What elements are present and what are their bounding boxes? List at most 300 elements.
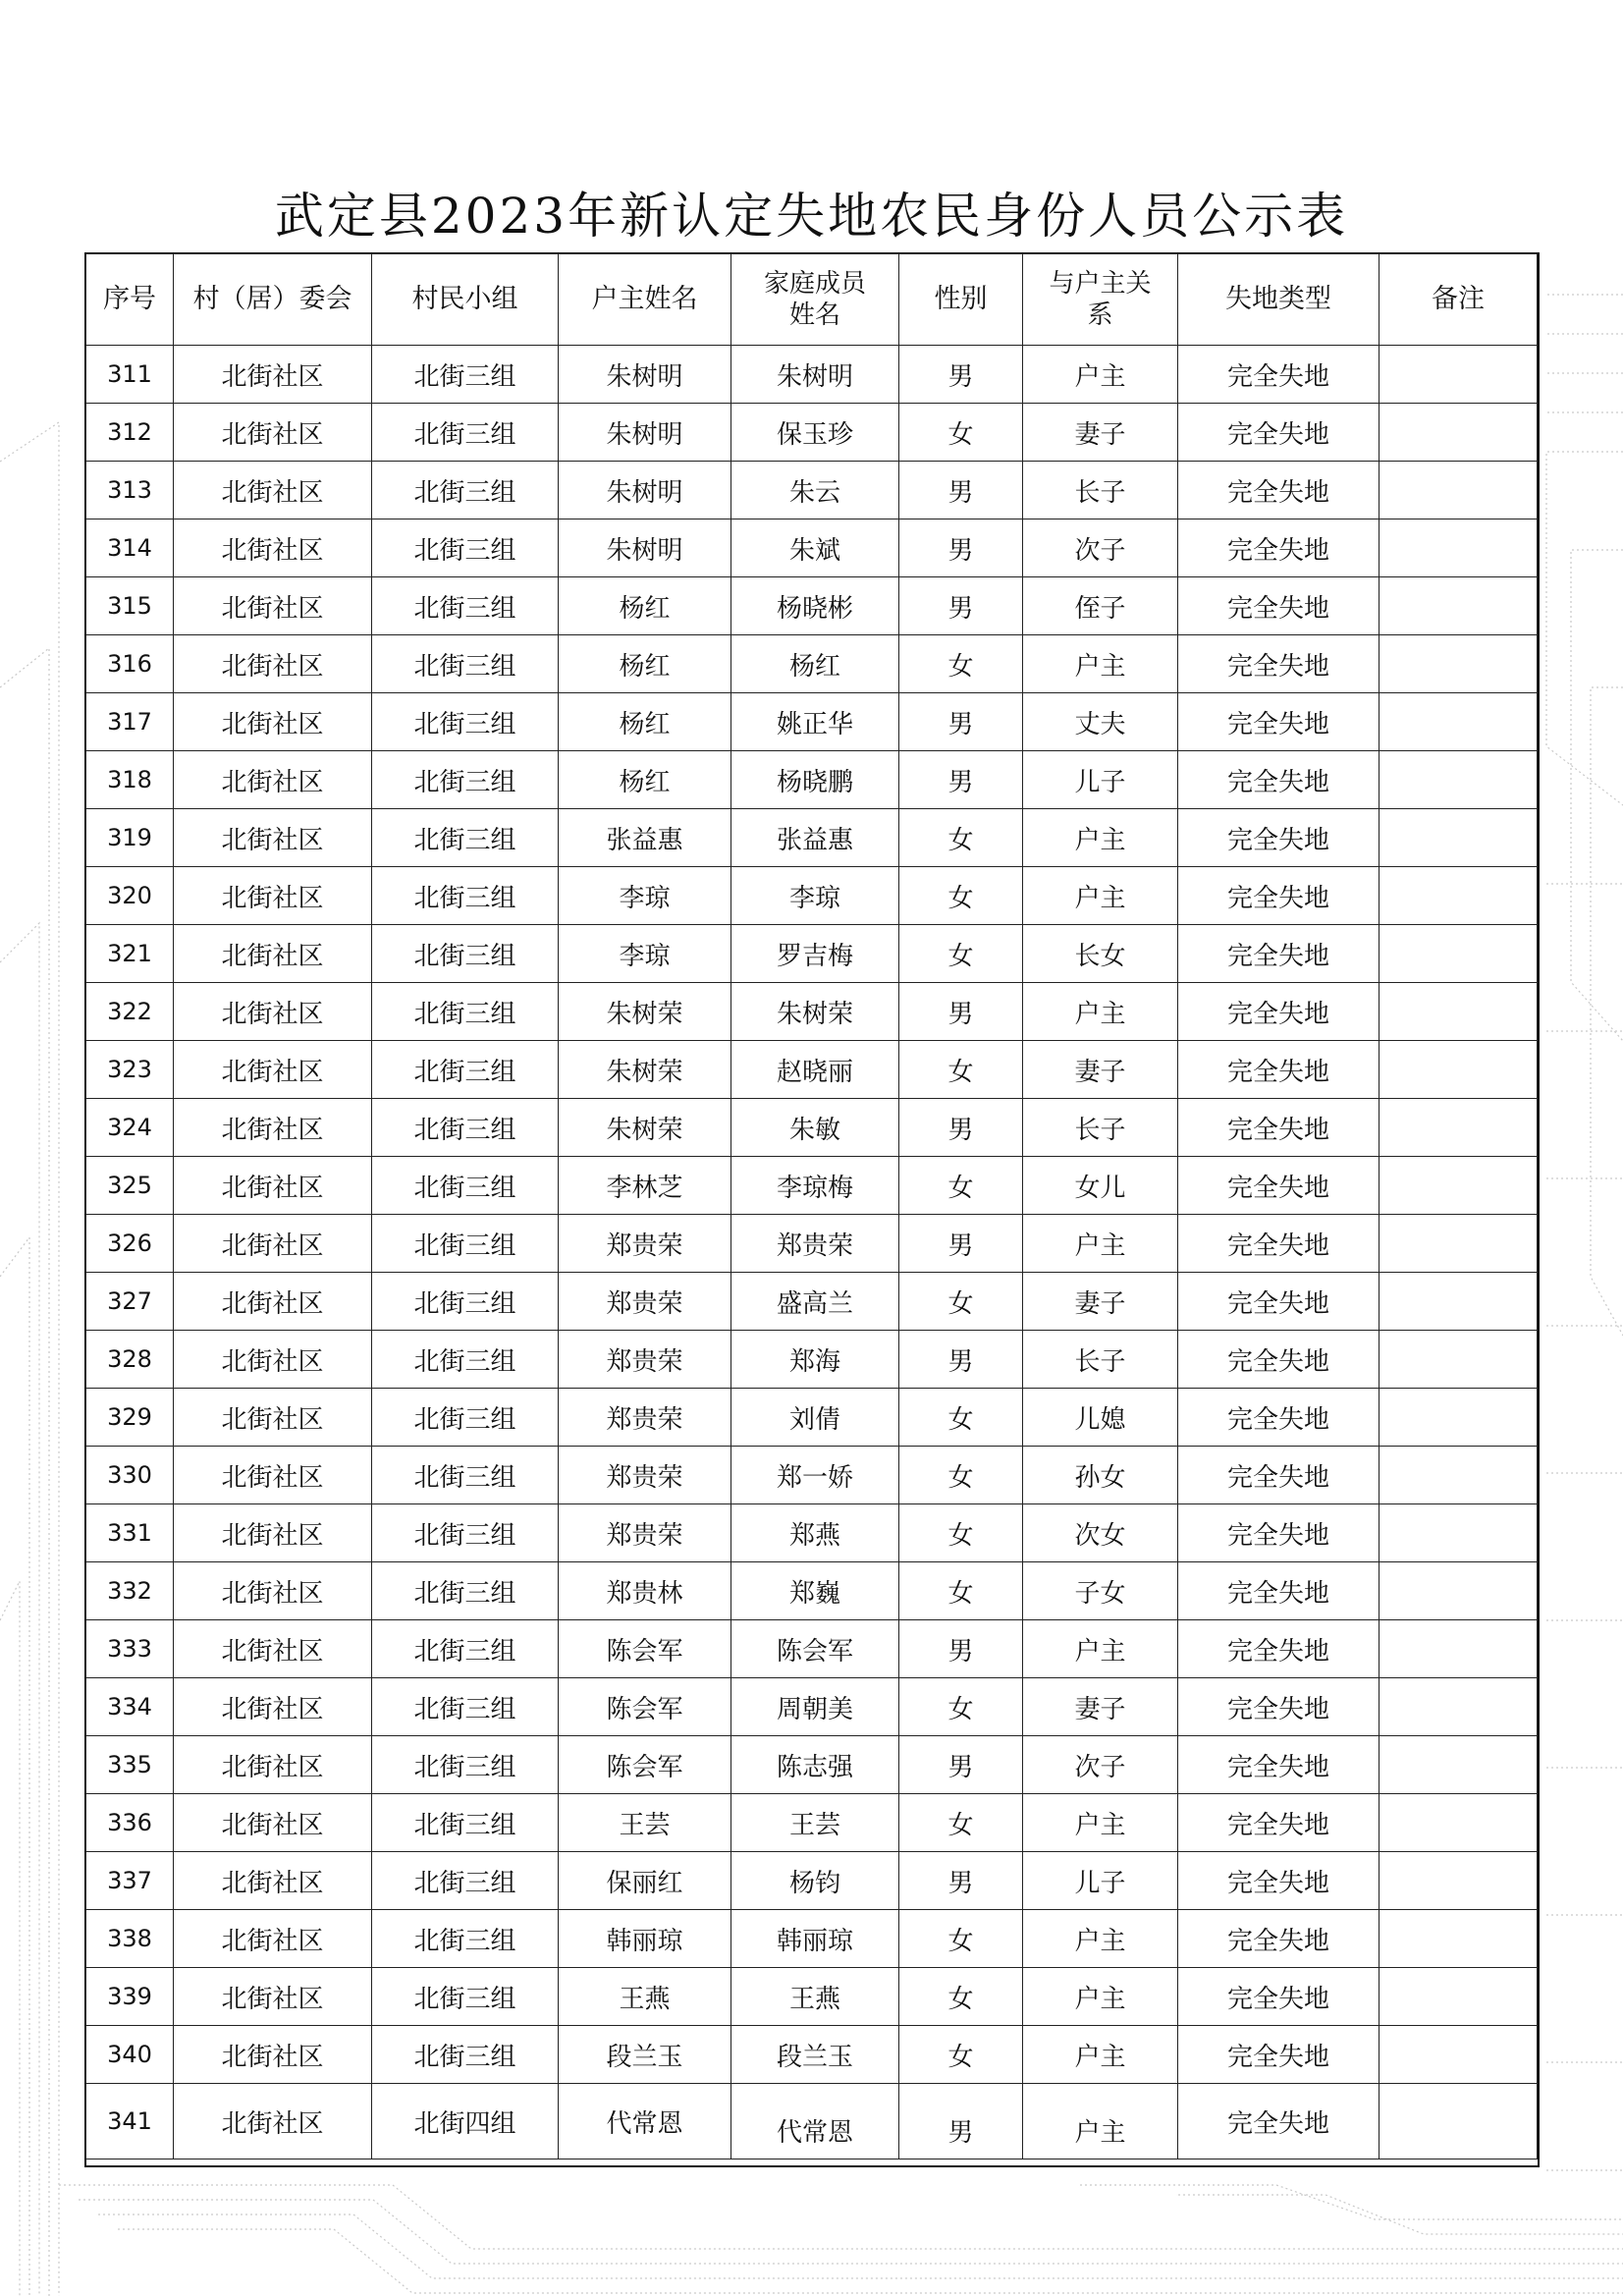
cell-gender: 男 [899,1852,1023,1910]
cell-village-committee: 北街社区 [174,1910,372,1968]
cell-remarks [1380,519,1538,577]
cell-villager-group: 北街三组 [372,1620,559,1678]
cell-index: 333 [86,1620,174,1678]
cell-gender: 男 [899,1736,1023,1794]
cell-land-loss-type: 完全失地 [1178,1215,1380,1273]
cell-householder-name: 朱树明 [559,404,731,462]
cell-villager-group: 北街三组 [372,693,559,751]
cell-relation: 次子 [1023,519,1178,577]
table-row [86,2026,1538,2084]
header-villager-group: 村民小组 [372,254,559,346]
cell-villager-group: 北街三组 [372,1562,559,1620]
cell-remarks [1380,693,1538,751]
cell-householder-name: 韩丽琼 [559,1910,731,1968]
cell-index: 315 [86,577,174,635]
cell-member-name: 杨晓彬 [731,577,899,635]
cell-index: 323 [86,1041,174,1099]
cell-villager-group: 北街三组 [372,2026,559,2084]
cell-gender: 女 [899,1273,1023,1331]
cell-index: 336 [86,1794,174,1852]
cell-land-loss-type: 完全失地 [1178,519,1380,577]
table-row [86,1389,1538,1447]
table-row [86,404,1538,462]
cell-land-loss-type: 完全失地 [1178,1157,1380,1215]
table-row [86,462,1538,519]
cell-member-name: 王芸 [731,1794,899,1852]
cell-land-loss-type: 完全失地 [1178,693,1380,751]
cell-relation: 儿子 [1023,1852,1178,1910]
cell-remarks [1380,1794,1538,1852]
cell-village-committee: 北街社区 [174,983,372,1041]
cell-householder-name: 陈会军 [559,1620,731,1678]
table-row [86,2084,1538,2159]
cell-householder-name: 郑贵荣 [559,1504,731,1562]
cell-remarks [1380,1331,1538,1389]
cell-village-committee: 北街社区 [174,1504,372,1562]
cell-index: 320 [86,867,174,925]
header-gender: 性别 [899,254,1023,346]
cell-householder-name: 杨红 [559,751,731,809]
cell-land-loss-type: 完全失地 [1178,983,1380,1041]
table-row [86,693,1538,751]
cell-householder-name: 王芸 [559,1794,731,1852]
cell-remarks [1380,1273,1538,1331]
table-row [86,346,1538,404]
cell-village-committee: 北街社区 [174,519,372,577]
cell-land-loss-type: 完全失地 [1178,1273,1380,1331]
cell-member-name: 代常恩 [731,2084,899,2159]
table-row [86,1562,1538,1620]
cell-gender: 男 [899,1099,1023,1157]
cell-member-name: 李琼梅 [731,1157,899,1215]
cell-relation: 户主 [1023,809,1178,867]
cell-land-loss-type: 完全失地 [1178,462,1380,519]
cell-villager-group: 北街三组 [372,1678,559,1736]
cell-gender: 女 [899,1041,1023,1099]
cell-remarks [1380,346,1538,404]
cell-villager-group: 北街三组 [372,1910,559,1968]
cell-index: 331 [86,1504,174,1562]
table-body [86,346,1538,2159]
cell-member-name: 郑贵荣 [731,1215,899,1273]
cell-remarks [1380,1389,1538,1447]
cell-householder-name: 杨红 [559,693,731,751]
cell-village-committee: 北街社区 [174,809,372,867]
cell-member-name: 陈会军 [731,1620,899,1678]
cell-relation: 子女 [1023,1562,1178,1620]
cell-index: 325 [86,1157,174,1215]
header-relation: 与户主关系 [1023,254,1178,346]
cell-remarks [1380,1678,1538,1736]
cell-member-name: 朱树明 [731,346,899,404]
cell-relation: 丈夫 [1023,693,1178,751]
table-row [86,1736,1538,1794]
cell-relation: 妻子 [1023,404,1178,462]
cell-remarks [1380,1504,1538,1562]
cell-index: 339 [86,1968,174,2026]
cell-gender: 男 [899,983,1023,1041]
cell-gender: 男 [899,519,1023,577]
cell-village-committee: 北街社区 [174,1678,372,1736]
cell-villager-group: 北街三组 [372,1273,559,1331]
table-row [86,1504,1538,1562]
cell-householder-name: 郑贵荣 [559,1389,731,1447]
cell-land-loss-type: 完全失地 [1178,1794,1380,1852]
cell-householder-name: 杨红 [559,577,731,635]
table-row [86,1910,1538,1968]
cell-gender: 男 [899,693,1023,751]
table-row [86,1041,1538,1099]
cell-villager-group: 北街三组 [372,1157,559,1215]
cell-index: 312 [86,404,174,462]
cell-relation: 长子 [1023,462,1178,519]
table-row [86,1157,1538,1215]
cell-villager-group: 北街三组 [372,462,559,519]
cell-land-loss-type: 完全失地 [1178,867,1380,925]
cell-member-name: 赵晓丽 [731,1041,899,1099]
cell-index: 337 [86,1852,174,1910]
cell-remarks [1380,577,1538,635]
table-row [86,519,1538,577]
cell-gender: 男 [899,577,1023,635]
cell-index: 322 [86,983,174,1041]
cell-relation: 户主 [1023,2084,1178,2159]
cell-relation: 长女 [1023,925,1178,983]
cell-member-name: 王燕 [731,1968,899,2026]
table-row [86,1099,1538,1157]
cell-village-committee: 北街社区 [174,925,372,983]
cell-land-loss-type: 完全失地 [1178,346,1380,404]
cell-villager-group: 北街三组 [372,1447,559,1504]
cell-remarks [1380,1157,1538,1215]
cell-land-loss-type: 完全失地 [1178,1736,1380,1794]
cell-land-loss-type: 完全失地 [1178,1910,1380,1968]
cell-village-committee: 北街社区 [174,1215,372,1273]
cell-index: 327 [86,1273,174,1331]
cell-member-name: 朱树荣 [731,983,899,1041]
cell-gender: 男 [899,2084,1023,2159]
table-row [86,1968,1538,2026]
table-row [86,809,1538,867]
cell-relation: 户主 [1023,635,1178,693]
cell-member-name: 李琼 [731,867,899,925]
cell-index: 338 [86,1910,174,1968]
cell-relation: 户主 [1023,2026,1178,2084]
cell-member-name: 刘倩 [731,1389,899,1447]
cell-villager-group: 北街三组 [372,1794,559,1852]
table-row [86,1678,1538,1736]
header-land-loss-type: 失地类型 [1178,254,1380,346]
cell-member-name: 张益惠 [731,809,899,867]
cell-member-name: 罗吉梅 [731,925,899,983]
cell-remarks [1380,1736,1538,1794]
cell-villager-group: 北街三组 [372,751,559,809]
cell-relation: 女儿 [1023,1157,1178,1215]
cell-villager-group: 北街三组 [372,983,559,1041]
cell-member-name: 郑一娇 [731,1447,899,1504]
cell-village-committee: 北街社区 [174,1331,372,1389]
cell-villager-group: 北街三组 [372,1504,559,1562]
cell-relation: 次子 [1023,1736,1178,1794]
cell-gender: 男 [899,1331,1023,1389]
cell-index: 326 [86,1215,174,1273]
cell-villager-group: 北街三组 [372,635,559,693]
cell-gender: 女 [899,1389,1023,1447]
cell-householder-name: 王燕 [559,1968,731,2026]
cell-villager-group: 北街三组 [372,577,559,635]
cell-gender: 女 [899,1157,1023,1215]
table-row [86,1273,1538,1331]
cell-village-committee: 北街社区 [174,1447,372,1504]
cell-householder-name: 郑贵荣 [559,1331,731,1389]
cell-member-name: 杨钧 [731,1852,899,1910]
cell-householder-name: 保丽红 [559,1852,731,1910]
cell-villager-group: 北街三组 [372,404,559,462]
cell-land-loss-type: 完全失地 [1178,2026,1380,2084]
cell-relation: 妻子 [1023,1678,1178,1736]
cell-householder-name: 杨红 [559,635,731,693]
cell-relation: 妻子 [1023,1273,1178,1331]
cell-remarks [1380,925,1538,983]
cell-village-committee: 北街社区 [174,1794,372,1852]
cell-remarks [1380,1620,1538,1678]
cell-relation: 户主 [1023,1968,1178,2026]
cell-land-loss-type: 完全失地 [1178,809,1380,867]
cell-member-name: 姚正华 [731,693,899,751]
cell-villager-group: 北街三组 [372,1389,559,1447]
cell-land-loss-type: 完全失地 [1178,1620,1380,1678]
cell-member-name: 朱斌 [731,519,899,577]
cell-gender: 女 [899,2026,1023,2084]
table-header-row [86,254,1538,346]
cell-village-committee: 北街社区 [174,346,372,404]
cell-gender: 女 [899,635,1023,693]
cell-relation: 户主 [1023,867,1178,925]
cell-villager-group: 北街三组 [372,1041,559,1099]
cell-member-name: 杨晓鹏 [731,751,899,809]
table-row [86,1331,1538,1389]
cell-villager-group: 北街三组 [372,1331,559,1389]
cell-gender: 女 [899,867,1023,925]
cell-relation: 妻子 [1023,1041,1178,1099]
cell-householder-name: 朱树明 [559,462,731,519]
cell-land-loss-type: 完全失地 [1178,404,1380,462]
cell-householder-name: 代常恩 [559,2084,731,2159]
cell-member-name: 陈志强 [731,1736,899,1794]
cell-index: 319 [86,809,174,867]
cell-land-loss-type: 完全失地 [1178,1504,1380,1562]
cell-index: 341 [86,2084,174,2159]
cell-gender: 男 [899,1215,1023,1273]
cell-village-committee: 北街社区 [174,867,372,925]
cell-land-loss-type: 完全失地 [1178,1678,1380,1736]
header-remarks: 备注 [1380,254,1538,346]
cell-householder-name: 郑贵荣 [559,1447,731,1504]
cell-relation: 次女 [1023,1504,1178,1562]
cell-remarks [1380,1041,1538,1099]
cell-householder-name: 朱树明 [559,519,731,577]
cell-householder-name: 郑贵荣 [559,1273,731,1331]
cell-relation: 儿媳 [1023,1389,1178,1447]
cell-villager-group: 北街三组 [372,1099,559,1157]
cell-member-name: 盛高兰 [731,1273,899,1331]
cell-village-committee: 北街社区 [174,1157,372,1215]
cell-village-committee: 北街社区 [174,2084,372,2159]
page-title: 武定县2023年新认定失地农民身份人员公示表 [274,188,1349,245]
cell-householder-name: 陈会军 [559,1678,731,1736]
cell-village-committee: 北街社区 [174,1273,372,1331]
cell-villager-group: 北街三组 [372,867,559,925]
cell-remarks [1380,1562,1538,1620]
cell-relation: 儿子 [1023,751,1178,809]
cell-index: 329 [86,1389,174,1447]
cell-villager-group: 北街三组 [372,1736,559,1794]
cell-index: 334 [86,1678,174,1736]
table-row [86,751,1538,809]
cell-householder-name: 陈会军 [559,1736,731,1794]
cell-relation: 户主 [1023,1910,1178,1968]
cell-gender: 女 [899,1794,1023,1852]
cell-member-name: 保玉珍 [731,404,899,462]
cell-village-committee: 北街社区 [174,1736,372,1794]
cell-remarks [1380,635,1538,693]
cell-land-loss-type: 完全失地 [1178,1389,1380,1447]
cell-householder-name: 郑贵荣 [559,1215,731,1273]
cell-index: 313 [86,462,174,519]
cell-remarks [1380,1910,1538,1968]
cell-gender: 女 [899,1910,1023,1968]
cell-member-name: 段兰玉 [731,2026,899,2084]
cell-land-loss-type: 完全失地 [1178,2084,1380,2159]
cell-remarks [1380,2026,1538,2084]
cell-gender: 男 [899,462,1023,519]
cell-member-name: 韩丽琼 [731,1910,899,1968]
cell-gender: 女 [899,404,1023,462]
cell-member-name: 郑巍 [731,1562,899,1620]
cell-index: 328 [86,1331,174,1389]
cell-land-loss-type: 完全失地 [1178,635,1380,693]
cell-villager-group: 北街三组 [372,519,559,577]
cell-village-committee: 北街社区 [174,462,372,519]
cell-village-committee: 北街社区 [174,635,372,693]
table-row [86,983,1538,1041]
cell-remarks [1380,1099,1538,1157]
cell-relation: 长子 [1023,1331,1178,1389]
cell-remarks [1380,751,1538,809]
cell-land-loss-type: 完全失地 [1178,751,1380,809]
cell-member-name: 周朝美 [731,1678,899,1736]
cell-member-name: 朱云 [731,462,899,519]
cell-villager-group: 北街四组 [372,2084,559,2159]
cell-villager-group: 北街三组 [372,1852,559,1910]
cell-land-loss-type: 完全失地 [1178,1041,1380,1099]
cell-index: 316 [86,635,174,693]
cell-village-committee: 北街社区 [174,1562,372,1620]
cell-village-committee: 北街社区 [174,404,372,462]
cell-member-name: 杨红 [731,635,899,693]
cell-land-loss-type: 完全失地 [1178,1562,1380,1620]
cell-householder-name: 朱树荣 [559,1041,731,1099]
cell-relation: 孙女 [1023,1447,1178,1504]
table-row [86,577,1538,635]
cell-relation: 户主 [1023,346,1178,404]
cell-gender: 女 [899,925,1023,983]
cell-index: 330 [86,1447,174,1504]
cell-relation: 户主 [1023,1794,1178,1852]
cell-village-committee: 北街社区 [174,751,372,809]
cell-householder-name: 郑贵林 [559,1562,731,1620]
cell-householder-name: 朱树荣 [559,1099,731,1157]
cell-gender: 男 [899,751,1023,809]
cell-gender: 女 [899,1968,1023,2026]
cell-index: 317 [86,693,174,751]
table-row [86,925,1538,983]
cell-village-committee: 北街社区 [174,1620,372,1678]
header-member-name: 家庭成员姓名 [731,254,899,346]
cell-householder-name: 朱树明 [559,346,731,404]
cell-gender: 女 [899,1562,1023,1620]
cell-householder-name: 张益惠 [559,809,731,867]
cell-relation: 侄子 [1023,577,1178,635]
cell-village-committee: 北街社区 [174,2026,372,2084]
cell-land-loss-type: 完全失地 [1178,1447,1380,1504]
cell-relation: 长子 [1023,1099,1178,1157]
cell-index: 340 [86,2026,174,2084]
cell-gender: 女 [899,1678,1023,1736]
cell-householder-name: 李琼 [559,867,731,925]
cell-gender: 女 [899,809,1023,867]
roster-table [85,253,1538,2159]
cell-village-committee: 北街社区 [174,1099,372,1157]
table-row [86,867,1538,925]
table-row [86,635,1538,693]
cell-index: 335 [86,1736,174,1794]
cell-householder-name: 朱树荣 [559,983,731,1041]
header-index: 序号 [86,254,174,346]
cell-gender: 男 [899,1620,1023,1678]
cell-index: 311 [86,346,174,404]
table-row [86,1794,1538,1852]
cell-remarks [1380,983,1538,1041]
cell-remarks [1380,2084,1538,2159]
cell-villager-group: 北街三组 [372,346,559,404]
cell-member-name: 朱敏 [731,1099,899,1157]
cell-member-name: 郑海 [731,1331,899,1389]
cell-land-loss-type: 完全失地 [1178,1099,1380,1157]
cell-land-loss-type: 完全失地 [1178,1968,1380,2026]
cell-villager-group: 北街三组 [372,925,559,983]
cell-index: 318 [86,751,174,809]
cell-remarks [1380,809,1538,867]
header-village-committee: 村（居）委会 [174,254,372,346]
table-row [86,1215,1538,1273]
cell-relation: 户主 [1023,1620,1178,1678]
cell-land-loss-type: 完全失地 [1178,577,1380,635]
cell-land-loss-type: 完全失地 [1178,925,1380,983]
cell-remarks [1380,1215,1538,1273]
cell-remarks [1380,462,1538,519]
cell-land-loss-type: 完全失地 [1178,1331,1380,1389]
cell-householder-name: 李琼 [559,925,731,983]
cell-land-loss-type: 完全失地 [1178,1852,1380,1910]
cell-householder-name: 段兰玉 [559,2026,731,2084]
cell-index: 332 [86,1562,174,1620]
cell-gender: 女 [899,1504,1023,1562]
cell-villager-group: 北街三组 [372,1215,559,1273]
cell-index: 321 [86,925,174,983]
cell-relation: 户主 [1023,983,1178,1041]
cell-village-committee: 北街社区 [174,1389,372,1447]
